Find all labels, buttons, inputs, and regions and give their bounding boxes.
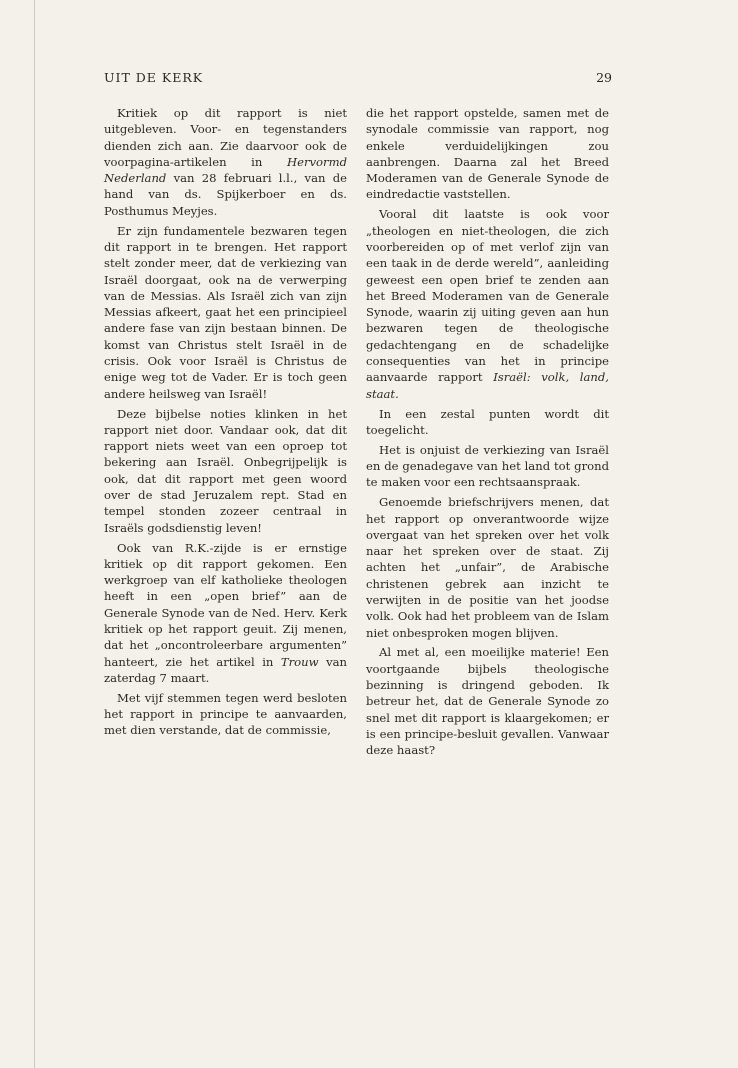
paragraph-text: van zaterdag 7 maart. — [104, 654, 347, 685]
paragraph: Er zijn fundamentele bezwaren tegen dit rapport in te brengen. Het rapport stelt zonder meer, dat de verkiezing van Israël doorgaat, ook na de verwerping van de Messias. Als Israël zich van zijn Messias afkeert, gaat het een principieel andere fase van zijn bestaan binnen. De komst van Christus stelt Israël in de crisis. Ook voor Israël is Christus de enige weg tot de Vader. Er is toch geen andere heilsweg van Israël! — [104, 223, 347, 401]
paragraph-text: Kritiek op dit rapport is niet uitgebleven. Voor- en tegenstanders dienden zich aan. Zie daarvoor ook de voorpagina-artikelen in — [104, 106, 347, 169]
left-column — [104, 105, 347, 742]
paragraph — [104, 105, 347, 219]
running-head: UIT DE KERK — [104, 70, 204, 85]
paragraph: Deze bijbelse noties klinken in het rapport niet door. Vandaar ook, dat dit rapport niets weet van een oproep tot bekering aan Israël. Onbegrijpelijk is ook, dat dit rapport met geen woord over de stad Jeruzalem rept. Stad en tempel stonden zozeer centraal in Israëls godsdienstig leven! — [104, 406, 347, 535]
report-title: Israël: volk, land, staat. — [366, 370, 609, 401]
page-edge-line — [34, 0, 35, 1068]
publication-title: Trouw — [280, 654, 319, 669]
page-header — [104, 70, 612, 92]
right-column — [366, 105, 609, 762]
publication-title: Hervormd Nederland — [104, 154, 347, 186]
paragraph — [104, 540, 347, 687]
paragraph: Het is onjuist de verkiezing van Israël en de genadegave van het land tot grond te maken voor een rechtsaanspraak. — [366, 442, 609, 490]
paragraph — [366, 206, 609, 402]
paragraph: Met vijf stemmen tegen werd besloten het rapport in principe te aanvaarden, met dien verstande, dat de commissie, — [104, 690, 347, 738]
paragraph: die het rapport opstelde, samen met de synodale commissie van rapport, nog enkele verduidelijkingen zou aanbrengen. Daarna zal het Breed Moderamen van de Generale Synode de eindredactie vaststellen. — [366, 106, 609, 202]
paragraph-text: Vooral dit laatste is ook voor „theologen en niet-theologen, die zich voorbereiden op of met verlof zijn van een taak in de derde wereld”, aanleiding geweest een open brief te zenden aan het Breed Moderamen van de Generale Synode, waarin zij uiting geven aan hun bezwaren tegen de theologische gedachtengang en de schadelijke consequenties van het in principe aanvaarde rapport — [366, 207, 609, 385]
paragraph-text: van 28 februari l.l., van de hand van ds. Spijkerboer en ds. Posthumus Meyjes. — [104, 171, 347, 218]
paragraph: Al met al, een moeilijke materie! Een voortgaande bijbels theologische bezinning is dringend geboden. Ik betreur het, dat de Generale Synode zo snel met dit rapport is klaargekomen; er is een principe-besluit gevallen. Vanwaar deze haast? — [366, 645, 609, 758]
page-number: 29 — [596, 70, 612, 85]
paragraph-text: Ook van R.K.-zijde is er ernstige kritiek op dit rapport gekomen. Een werkgroep van elf katholieke theologen heeft in een „open brief” aan de Generale Synode van de Ned. Herv. Kerk kritiek op het rapport geuit. Zij menen, dat het „oncontroleerbare argumenten” hanteert, zie het artikel in — [104, 540, 347, 669]
paragraph: Genoemde briefschrijvers menen, dat het rapport op onverantwoorde wijze overgaat van het spreken over het volk naar het spreken over de staat. Zij achten het „unfair”, de Arabische christenen gebrek aan inzicht te verwijten in de positie van het joodse volk. Ook had het probleem van de Islam niet onbesproken mogen blijven. — [366, 495, 609, 640]
paragraph: In een zestal punten wordt dit toegelicht. — [366, 406, 609, 437]
